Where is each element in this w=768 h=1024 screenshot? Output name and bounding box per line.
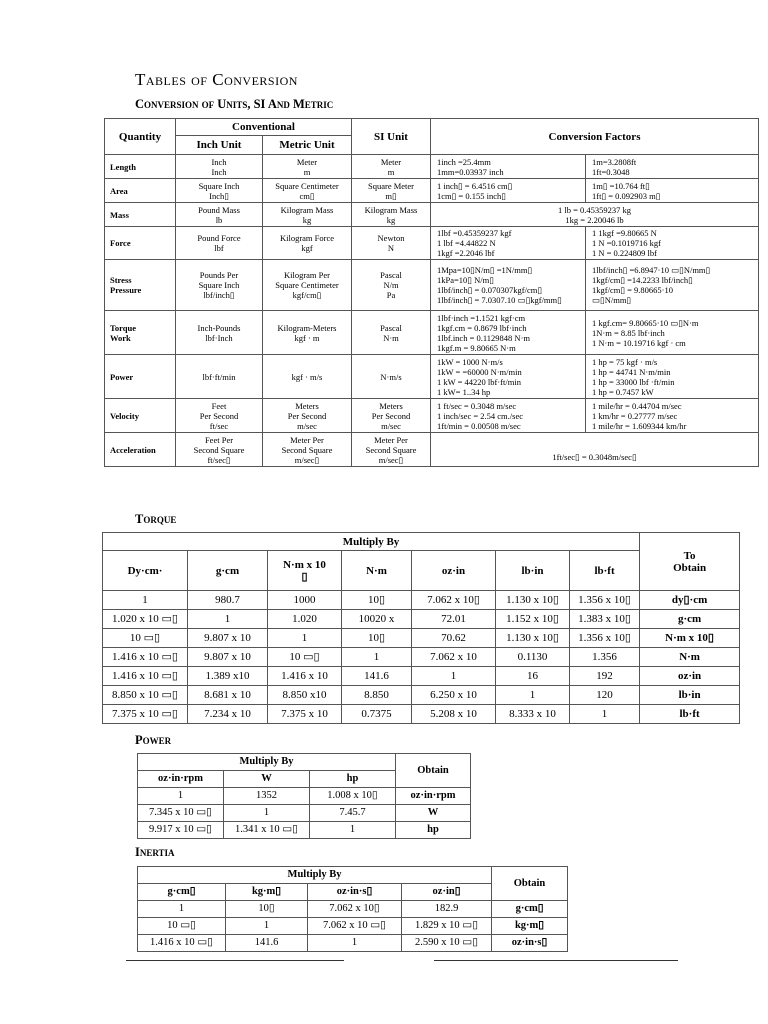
- torque-value-cell: 8.850 x 10 ▭▯: [103, 686, 188, 705]
- footer-rule-left: [126, 960, 344, 961]
- si-unit-cell: Meter Per Second Square m/sec▯: [352, 433, 431, 467]
- inertia-column-header: oz·in▯: [402, 884, 492, 901]
- inertia-multiply-by: Multiply By: [138, 867, 492, 884]
- torque-value-cell: 8.850 x10: [268, 686, 342, 705]
- torque-value-cell: 1.020 x 10 ▭▯: [103, 610, 188, 629]
- inertia-row: [138, 918, 568, 935]
- torque-value-cell: 1.130 x 10▯: [496, 629, 570, 648]
- page-title: Tables of Conversion: [135, 70, 298, 89]
- torque-value-cell: 7.062 x 10: [412, 648, 496, 667]
- conversion-factor-cell: 1m▯ =10.764 ft▯ 1ft▯ = 0.092903 m▯: [586, 179, 759, 203]
- inertia-value-cell: 1: [226, 918, 308, 935]
- torque-value-cell: 10▯: [342, 591, 412, 610]
- inch-unit-cell: Pound Mass lb: [176, 203, 263, 227]
- inch-unit-cell: Square Inch Inch▯: [176, 179, 263, 203]
- conversion-factor-cell: 1m=3.2808ft 1ft=0.3048: [586, 155, 759, 179]
- torque-value-cell: 1.130 x 10▯: [496, 591, 570, 610]
- inertia-value-cell: 1.829 x 10 ▭▯: [402, 918, 492, 935]
- power-row: [138, 805, 471, 822]
- power-multiply-by: Multiply By: [138, 754, 396, 771]
- power-column-header: W: [224, 771, 310, 788]
- torque-value-cell: 1: [570, 705, 640, 724]
- torque-value-cell: 1.383 x 10▯: [570, 610, 640, 629]
- inch-unit-cell: Feet Per Second ft/sec: [176, 399, 263, 433]
- torque-value-cell: 1: [496, 686, 570, 705]
- inertia-value-cell: 10 ▭▯: [138, 918, 226, 935]
- torque-value-cell: 1.389 x10: [188, 667, 268, 686]
- metric-unit-cell: kgf · m/s: [263, 355, 352, 399]
- torque-column-header: oz·in: [412, 551, 496, 591]
- torque-column-header: N·m: [342, 551, 412, 591]
- inertia-value-cell: 141.6: [226, 935, 308, 952]
- torque-value-cell: 9.807 x 10: [188, 629, 268, 648]
- conversion-factor-cell: 1 lb = 0.45359237 kg 1kg = 2.20046 lb: [431, 203, 759, 227]
- conversion-factor-cell: 1kW = 1000 N·m/s 1kW = =60000 N·m/min 1 kW = 44220 lbf·ft/min 1 kW= 1..34 hp: [431, 355, 586, 399]
- torque-value-cell: 8.850: [342, 686, 412, 705]
- header-metric-unit: Metric Unit: [263, 136, 352, 155]
- conversion-factor-cell: 1Mpa=10▯N/m▯ =1N/mm▯ 1kPa=10▯ N/m▯ 1lbf/inch▯ = 0.070307kgf/cm▯ 1lbf/inch▯ = 7.0307.10 ▭▯kgf/mm▯: [431, 260, 586, 311]
- conversion-row: [105, 355, 759, 399]
- conversion-factor-cell: 1ft/sec▯ = 0.3048m/sec▯: [431, 433, 759, 467]
- power-column-header: hp: [310, 771, 396, 788]
- torque-value-cell: 10 ▭▯: [268, 648, 342, 667]
- conversion-factor-cell: 1lbf·inch =1.1521 kgf·cm 1kgf.cm = 0.8679 lbf·inch 1lbf.inch = 0.1129848 N·m 1kgf.m = 9.80665 N·m: [431, 311, 586, 355]
- si-unit-cell: Pascal N·m: [352, 311, 431, 355]
- torque-value-cell: 141.6: [342, 667, 412, 686]
- torque-column-header: lb·ft: [570, 551, 640, 591]
- inch-unit-cell: Pounds Per Square Inch lbf/inch▯: [176, 260, 263, 311]
- inertia-value-cell: 7.062 x 10 ▭▯: [308, 918, 402, 935]
- inertia-obtain: Obtain: [492, 867, 568, 901]
- quantity-cell: Mass: [105, 203, 176, 227]
- torque-value-cell: 1: [412, 667, 496, 686]
- torque-value-cell: 5.208 x 10: [412, 705, 496, 724]
- power-value-cell: 1352: [224, 788, 310, 805]
- header-conventional: Conventional: [176, 119, 352, 136]
- inertia-value-cell: 2.590 x 10 ▭▯: [402, 935, 492, 952]
- torque-value-cell: 0.1130: [496, 648, 570, 667]
- torque-value-cell: 10 ▭▯: [103, 629, 188, 648]
- inch-unit-cell: Inch Inch: [176, 155, 263, 179]
- torque-value-cell: 10020 x: [342, 610, 412, 629]
- inertia-value-cell: 10▯: [226, 901, 308, 918]
- quantity-cell: Length: [105, 155, 176, 179]
- inertia-column-header: kg·m▯: [226, 884, 308, 901]
- torque-column-header: g·cm: [188, 551, 268, 591]
- torque-value-cell: 7.062 x 10▯: [412, 591, 496, 610]
- power-value-cell: 1: [310, 822, 396, 839]
- power-table: [137, 753, 471, 839]
- power-value-cell: 1: [224, 805, 310, 822]
- torque-row: [103, 686, 740, 705]
- inertia-row: [138, 935, 568, 952]
- torque-value-cell: 1.356: [570, 648, 640, 667]
- conversion-factor-cell: 1 ft/sec = 0.3048 m/sec 1 inch/sec = 2.54 cm./sec 1ft/min = 0.00508 m/sec: [431, 399, 586, 433]
- metric-unit-cell: Kilogram Mass kg: [263, 203, 352, 227]
- power-column-header: oz·in·rpm: [138, 771, 224, 788]
- torque-value-cell: 1.152 x 10▯: [496, 610, 570, 629]
- metric-unit-cell: Square Centimeter cm▯: [263, 179, 352, 203]
- torque-value-cell: 8.333 x 10: [496, 705, 570, 724]
- header-quantity: Quantity: [105, 119, 176, 155]
- si-unit-cell: Kilogram Mass kg: [352, 203, 431, 227]
- si-unit-cell: Newton N: [352, 227, 431, 260]
- inertia-obtain-cell: g·cm▯: [492, 901, 568, 918]
- torque-row: [103, 610, 740, 629]
- torque-value-cell: 1000: [268, 591, 342, 610]
- torque-value-cell: 1: [268, 629, 342, 648]
- torque-row: [103, 667, 740, 686]
- torque-to-obtain: To Obtain: [640, 533, 740, 591]
- torque-value-cell: 9.807 x 10: [188, 648, 268, 667]
- conversion-factor-cell: 1 hp = 75 kgf · m/s 1 hp = 44741 N·m/min 1 hp = 33000 lbf ·ft/min 1 hp = 0.7457 kW: [586, 355, 759, 399]
- power-obtain-cell: oz·in·rpm: [396, 788, 471, 805]
- quantity-cell: Torque Work: [105, 311, 176, 355]
- conversion-row: [105, 155, 759, 179]
- inertia-value-cell: 1: [308, 935, 402, 952]
- power-obtain-cell: W: [396, 805, 471, 822]
- subtitle: Conversion of Units, SI And Metric: [135, 97, 334, 111]
- torque-table: [102, 532, 740, 724]
- torque-obtain-cell: lb·ft: [640, 705, 740, 724]
- inertia-value-cell: 1: [138, 901, 226, 918]
- header-inch-unit: Inch Unit: [176, 136, 263, 155]
- power-obtain-cell: hp: [396, 822, 471, 839]
- torque-value-cell: 1: [188, 610, 268, 629]
- conversion-factor-cell: 1lbf/inch▯ =6.8947·10 ▭▯N/mm▯ 1kgf/cm▯ =14.2233 lbf/inch▯ 1kgf/cm▯ = 9.80665·10 ▭▯N/mm▯: [586, 260, 759, 311]
- conversion-row: [105, 433, 759, 467]
- quantity-cell: Stress Pressure: [105, 260, 176, 311]
- conversion-row: [105, 203, 759, 227]
- conversion-factor-cell: 1 kgf.cm= 9.80665·10 ▭▯N·m 1N·m = 8.85 lbf·inch 1 N·m = 10.19716 kgf · cm: [586, 311, 759, 355]
- inch-unit-cell: Inch-Pounds lbf·Inch: [176, 311, 263, 355]
- torque-value-cell: 70.62: [412, 629, 496, 648]
- torque-value-cell: 6.250 x 10: [412, 686, 496, 705]
- torque-value-cell: 8.681 x 10: [188, 686, 268, 705]
- si-unit-cell: Pascal N/m Pa: [352, 260, 431, 311]
- power-heading: Power: [135, 733, 172, 747]
- power-value-cell: 9.917 x 10 ▭▯: [138, 822, 224, 839]
- conversion-row: [105, 179, 759, 203]
- si-unit-cell: N·m/s: [352, 355, 431, 399]
- torque-obtain-cell: g·cm: [640, 610, 740, 629]
- conversion-factor-cell: 1 1kgf =9.80665 N 1 N =0.1019716 kgf 1 N = 0.224809 lbf: [586, 227, 759, 260]
- torque-value-cell: 1.416 x 10: [268, 667, 342, 686]
- torque-value-cell: 7.375 x 10: [268, 705, 342, 724]
- header-conversion-factors: Conversion Factors: [431, 119, 759, 155]
- inch-unit-cell: Feet Per Second Square ft/sec▯: [176, 433, 263, 467]
- torque-value-cell: 1.416 x 10 ▭▯: [103, 648, 188, 667]
- torque-obtain-cell: oz·in: [640, 667, 740, 686]
- torque-row: [103, 591, 740, 610]
- torque-value-cell: 192: [570, 667, 640, 686]
- torque-value-cell: 72.01: [412, 610, 496, 629]
- torque-value-cell: 1: [342, 648, 412, 667]
- torque-multiply-by: Multiply By: [103, 533, 640, 551]
- metric-unit-cell: Kilogram-Meters kgf · m: [263, 311, 352, 355]
- torque-row: [103, 705, 740, 724]
- inertia-value-cell: 1.416 x 10 ▭▯: [138, 935, 226, 952]
- torque-value-cell: 16: [496, 667, 570, 686]
- torque-column-header: lb·in: [496, 551, 570, 591]
- footer-rule-right: [434, 960, 678, 961]
- power-value-cell: 7.45.7: [310, 805, 396, 822]
- torque-value-cell: 1.356 x 10▯: [570, 591, 640, 610]
- torque-value-cell: 1.416 x 10 ▭▯: [103, 667, 188, 686]
- quantity-cell: Force: [105, 227, 176, 260]
- quantity-cell: Acceleration: [105, 433, 176, 467]
- inertia-row: [138, 901, 568, 918]
- metric-unit-cell: Kilogram Per Square Centimeter kgf/cm▯: [263, 260, 352, 311]
- conversion-factor-cell: 1inch =25.4mm 1mm=0.03937 inch: [431, 155, 586, 179]
- power-row: [138, 822, 471, 839]
- power-value-cell: 7.345 x 10 ▭▯: [138, 805, 224, 822]
- torque-value-cell: 7.234 x 10: [188, 705, 268, 724]
- si-unit-cell: Square Meter m▯: [352, 179, 431, 203]
- conversion-table: [104, 118, 759, 467]
- torque-value-cell: 1.356 x 10▯: [570, 629, 640, 648]
- conversion-factor-cell: 1lbf =0.45359237 kgf 1 lbf =4.44822 N 1kgf =2.2046 lbf: [431, 227, 586, 260]
- inertia-column-header: oz·in·s▯: [308, 884, 402, 901]
- power-row: [138, 788, 471, 805]
- inertia-column-header: g·cm▯: [138, 884, 226, 901]
- conversion-row: [105, 260, 759, 311]
- torque-value-cell: 1.020: [268, 610, 342, 629]
- metric-unit-cell: Meter m: [263, 155, 352, 179]
- conversion-factor-cell: 1 inch▯ = 6.4516 cm▯ 1cm▯ = 0.155 inch▯: [431, 179, 586, 203]
- inch-unit-cell: lbf·ft/min: [176, 355, 263, 399]
- metric-unit-cell: Meters Per Second m/sec: [263, 399, 352, 433]
- torque-obtain-cell: N·m: [640, 648, 740, 667]
- inertia-table: [137, 866, 568, 952]
- torque-value-cell: 980.7: [188, 591, 268, 610]
- quantity-cell: Velocity: [105, 399, 176, 433]
- inertia-value-cell: 182.9: [402, 901, 492, 918]
- power-value-cell: 1: [138, 788, 224, 805]
- si-unit-cell: Meter m: [352, 155, 431, 179]
- torque-row: [103, 629, 740, 648]
- torque-obtain-cell: lb·in: [640, 686, 740, 705]
- torque-value-cell: 1: [103, 591, 188, 610]
- torque-column-header: Dy·cm·: [103, 551, 188, 591]
- conversion-factor-cell: 1 mile/hr = 0.44704 m/sec 1 km/hr = 0.27777 m/sec 1 mile/hr = 1.609344 km/hr: [586, 399, 759, 433]
- conversion-row: [105, 399, 759, 433]
- power-value-cell: 1.341 x 10 ▭▯: [224, 822, 310, 839]
- quantity-cell: Area: [105, 179, 176, 203]
- conversion-row: [105, 311, 759, 355]
- torque-heading: Torque: [135, 512, 177, 526]
- torque-column-header: N·m x 10 ▯: [268, 551, 342, 591]
- torque-obtain-cell: dy▯·cm: [640, 591, 740, 610]
- quantity-cell: Power: [105, 355, 176, 399]
- torque-value-cell: 0.7375: [342, 705, 412, 724]
- si-unit-cell: Meters Per Second m/sec: [352, 399, 431, 433]
- torque-value-cell: 7.375 x 10 ▭▯: [103, 705, 188, 724]
- torque-obtain-cell: N·m x 10▯: [640, 629, 740, 648]
- header-si-unit: SI Unit: [352, 119, 431, 155]
- metric-unit-cell: Meter Per Second Square m/sec▯: [263, 433, 352, 467]
- inertia-obtain-cell: oz·in·s▯: [492, 935, 568, 952]
- torque-value-cell: 10▯: [342, 629, 412, 648]
- inertia-value-cell: 7.062 x 10▯: [308, 901, 402, 918]
- torque-row: [103, 648, 740, 667]
- power-obtain: Obtain: [396, 754, 471, 788]
- inertia-heading: Inertia: [135, 845, 175, 859]
- torque-value-cell: 120: [570, 686, 640, 705]
- metric-unit-cell: Kilogram Force kgf: [263, 227, 352, 260]
- conversion-row: [105, 227, 759, 260]
- power-value-cell: 1.008 x 10▯: [310, 788, 396, 805]
- inertia-obtain-cell: kg·m▯: [492, 918, 568, 935]
- inch-unit-cell: Pound Force lbf: [176, 227, 263, 260]
